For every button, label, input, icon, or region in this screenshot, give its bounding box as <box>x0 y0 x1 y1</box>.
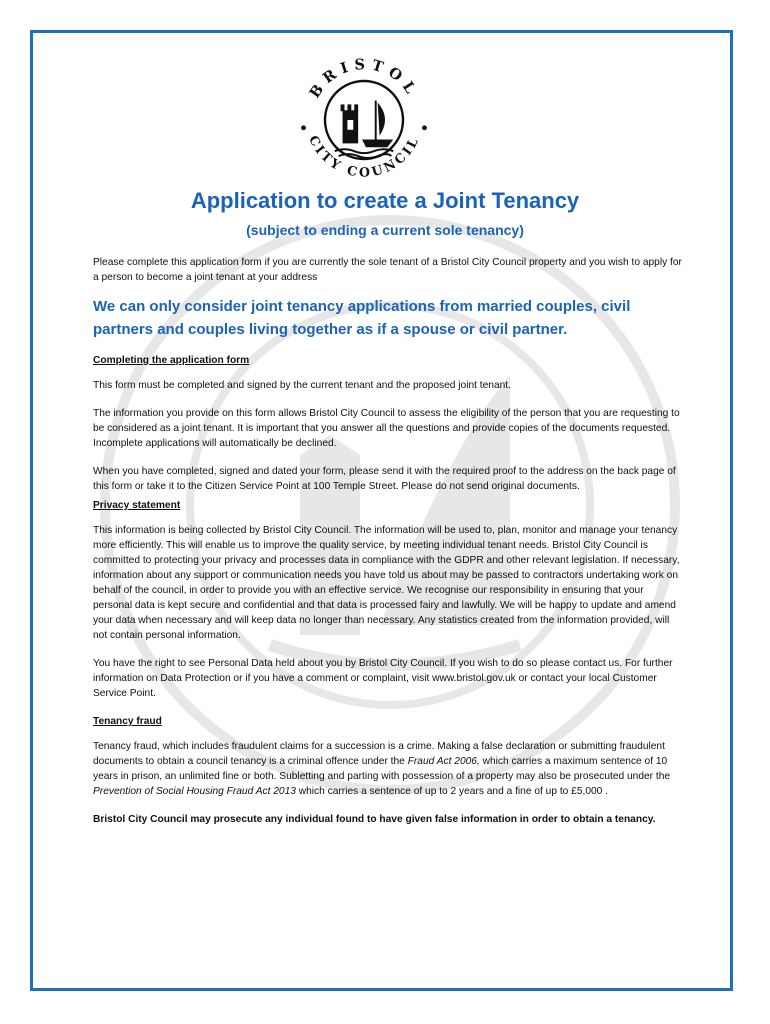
completing-heading: Completing the application form <box>93 355 250 366</box>
fraud-text-a: Tenancy fraud, which includes fraudulent claims for a succession is a crime. Making a false declaration or submitting fraudulent documents to obtain a council tenancy is a criminal offence under the <box>93 741 665 767</box>
page-subtitle: (subject to ending a current sole tenancy) <box>246 222 524 238</box>
privacy-paragraph-2: You have the right to see Personal Data held about you by Bristol City Council. If you wish to do so please contact us. For further information on Data Protection or if you have a comment or complaint, visit www.bristol.gov.uk or contact your local Customer Service Point. <box>93 658 673 699</box>
privacy-heading: Privacy statement <box>93 500 181 511</box>
fraud-text-c: which carries a sentence of up to 2 years and a fine of up to £5,000 . <box>295 786 608 797</box>
fraud-heading: Tenancy fraud <box>93 716 162 727</box>
prosecution-warning: Bristol City Council may prosecute any individual found to have given false information in order to obtain a tenancy. <box>93 814 656 825</box>
fraud-text-b: which carries a maximum sentence of 10 years in prison, an unlimited fine or both. Subletting and parting with possession of a property may also be prosecuted under the <box>93 756 671 782</box>
intro-paragraph: Please complete this application form if you are currently the sole tenant of a Bristol City Council property and you wish to apply for a person to become a joint tenant at your address <box>93 257 682 283</box>
eligibility-notice: We can only consider joint tenancy applications from married couples, civil partners and couples living together as if a spouse or civil partner. <box>93 298 631 338</box>
fraud-paragraph <box>93 739 683 799</box>
privacy-paragraph-1: This information is being collected by Bristol City Council. The information will be used to, plan, monitor and manage your tenancy more efficiently. This will enable us to improve the quality service, by meeting individual tenant needs. Bristol City Council is committed to protecting your privacy and processes data in compliance with the GDPR and other relevant legislation. If necessary, information about any support or communication needs you have told us about may be passed to contractors undertaking work on behalf of the council, in order to provide you with an effective service. We recognise our responsibility in ensuring that your personal data is kept secure and confidential and that data is processed fairy and lawfully. We will be happy to update and amend your data when necessary and will keep data no longer than necessary. Any statistics created from the information provided, will not contain personal information. <box>93 525 680 641</box>
completing-paragraph-2: The information you provide on this form allows Bristol City Council to assess the eligibility of the person that you are requesting to be considered as a joint tenant. It is important that you answer all the questions and provide copies of the documents requested. Incomplete applications will automatically be declined. <box>93 408 680 449</box>
page-title: Application to create a Joint Tenancy <box>190 188 580 213</box>
fraud-act-2013: Prevention of Social Housing Fraud Act 2013 <box>93 786 296 797</box>
svg-text:CITY COUNCIL: CITY COUNCIL <box>306 132 422 180</box>
completing-paragraph-3: When you have completed, signed and dated your form, please send it with the required proof to the address on the back page of this form or take it to the Citizen Service Point at 100 Temple Street. Please do not send original documents. <box>93 466 676 492</box>
document-body <box>93 255 683 827</box>
fraud-act-2006: Fraud Act 2006, <box>407 756 480 767</box>
bristol-city-council-logo <box>286 42 442 198</box>
completing-paragraph-1: This form must be completed and signed by the current tenant and the proposed joint tenant. <box>93 380 511 391</box>
svg-text:BRISTOL: BRISTOL <box>306 56 422 102</box>
